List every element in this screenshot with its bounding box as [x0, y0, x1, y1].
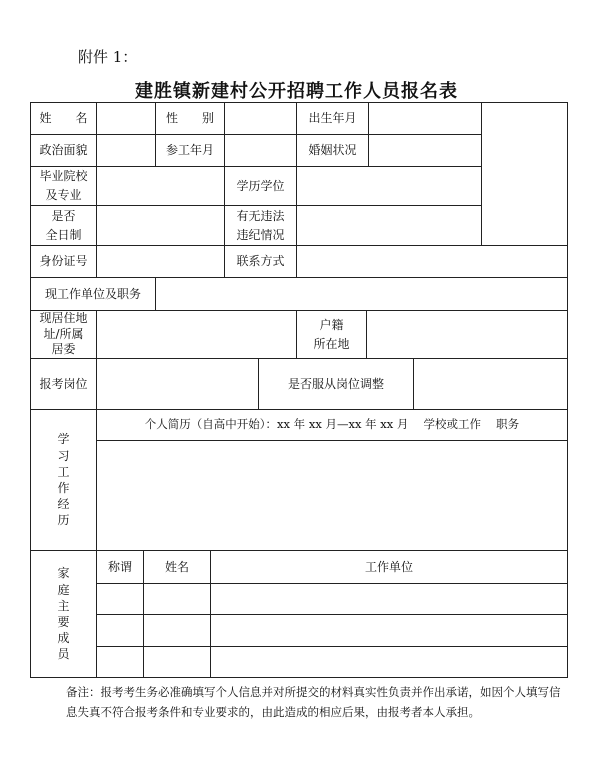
label-current-job: 现工作单位及职务	[44, 286, 141, 301]
family-row[interactable]	[97, 615, 567, 646]
family-row[interactable]	[97, 647, 567, 677]
current-job-field[interactable]	[156, 278, 567, 310]
label-marital: 婚姻状况	[308, 143, 357, 158]
marital-field[interactable]	[369, 135, 481, 166]
resume-field[interactable]	[97, 441, 567, 550]
label-family: 家 庭 主 要 成 员	[57, 566, 70, 662]
label-degree: 学历学位	[236, 178, 285, 193]
hukou-field[interactable]	[367, 311, 567, 358]
address-field[interactable]	[97, 311, 296, 358]
adjust-field[interactable]	[414, 359, 567, 409]
label-violation: 有无违法 违纪情况	[236, 208, 285, 242]
school-field[interactable]	[97, 167, 224, 205]
name-field[interactable]	[97, 103, 155, 134]
birth-field[interactable]	[369, 103, 481, 134]
resume-header: 个人简历（自高中开始）：xx 年 xx 月—xx 年 xx 月 学校或工作 职务	[144, 417, 520, 432]
label-school: 毕业院校 及专业	[39, 169, 88, 202]
gender-field[interactable]	[225, 103, 296, 134]
fulltime-field[interactable]	[97, 206, 224, 245]
label-address: 现居住地 址/所属 居委	[39, 311, 88, 357]
label-fulltime: 是否 全日制	[45, 208, 82, 242]
violation-field[interactable]	[297, 206, 481, 245]
col-work-unit: 工作单位	[364, 559, 413, 574]
col-relation: 称谓	[107, 559, 132, 574]
label-hukou: 户籍 所在地	[313, 317, 350, 351]
id-field[interactable]	[97, 246, 224, 277]
label-work-start: 参工年月	[165, 143, 214, 158]
label-name: 姓 名	[39, 111, 88, 126]
form-title: 建胜镇新建村公开招聘工作人员报名表	[135, 81, 458, 102]
label-resume: 学 习 工 作 经 历	[57, 432, 70, 528]
label-id: 身份证号	[39, 254, 88, 269]
label-gender: 性 别	[165, 111, 214, 126]
position-field[interactable]	[97, 359, 258, 409]
label-position: 报考岗位	[39, 376, 88, 391]
work-start-field[interactable]	[225, 135, 296, 166]
label-birth: 出生年月	[308, 111, 357, 126]
family-row[interactable]	[97, 584, 567, 614]
label-contact: 联系方式	[236, 254, 285, 269]
attachment-label: 附件 1：	[78, 48, 138, 66]
degree-field[interactable]	[297, 167, 481, 205]
label-adjust: 是否服从岗位调整	[287, 376, 384, 391]
col-member-name: 姓名	[164, 559, 189, 574]
contact-field[interactable]	[297, 246, 567, 277]
photo-box	[482, 103, 567, 245]
footnote: 备注：报考考生务必准确填写个人信息并对所提交的材料真实性负责并作出承诺，如因个人填写信息失真不符合报考条件和专业要求的，由此造成的相应后果，由报考者本人承担。	[66, 685, 561, 720]
political-field[interactable]	[97, 135, 155, 166]
label-political: 政治面貌	[39, 143, 88, 158]
